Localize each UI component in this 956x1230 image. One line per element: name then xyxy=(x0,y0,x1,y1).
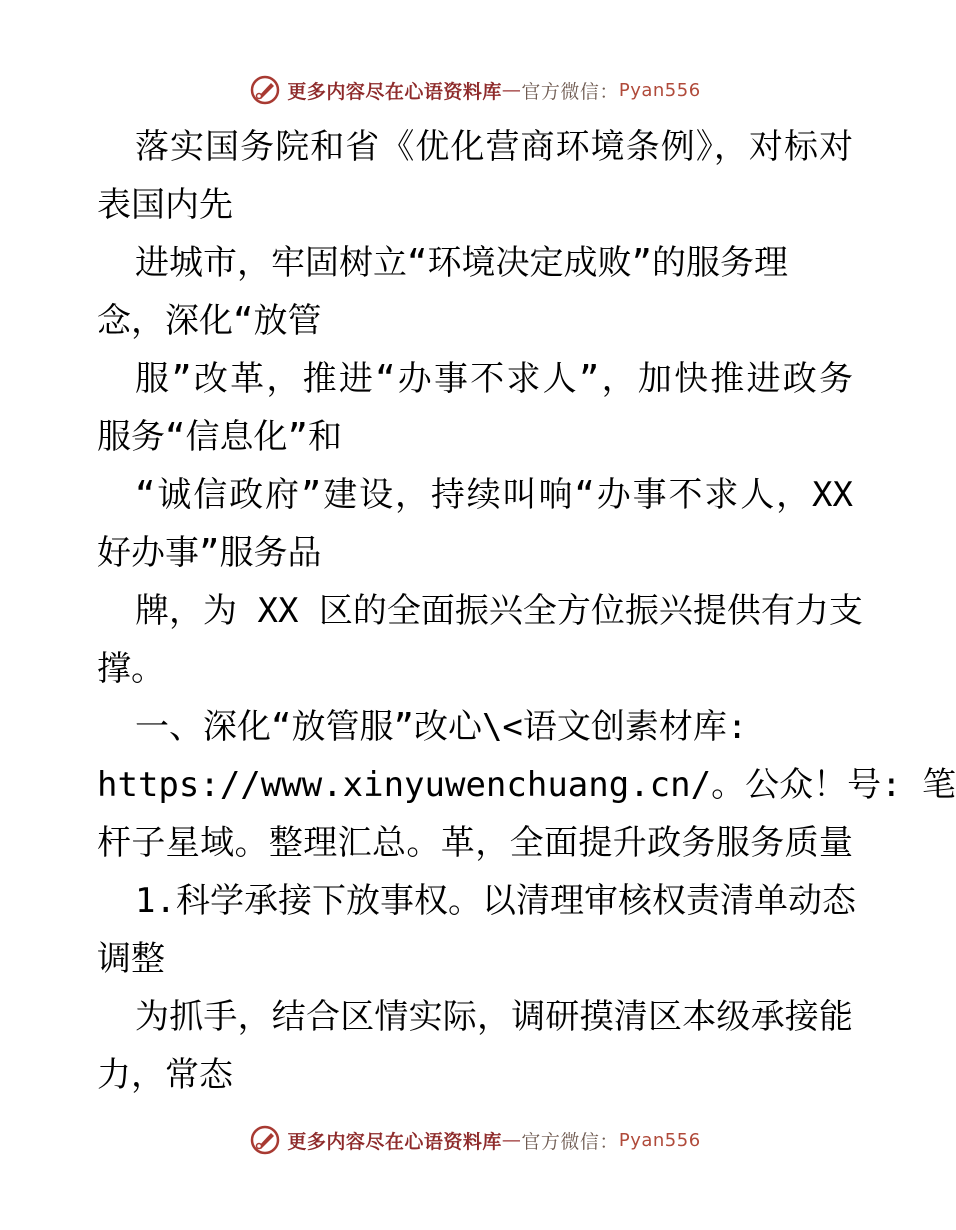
body-line: “诚信政府”建设，持续叫响“办事不求人，XX xyxy=(135,475,853,515)
footer-dash: — xyxy=(501,1129,522,1151)
header-wechat-account: Pyan556 xyxy=(618,79,701,101)
header-dash: — xyxy=(501,79,522,101)
footer-wechat-account: Pyan556 xyxy=(618,1129,701,1151)
pen-nib-logo-icon xyxy=(249,74,281,106)
body-line: 力，常态 xyxy=(97,1055,233,1095)
body-line: 服”改革，推进“办事不求人”，加快推进政务 xyxy=(135,359,853,399)
body-line: 撑。 xyxy=(97,649,165,689)
body-line: 一、深化“放管服”改心\<语文创素材库: xyxy=(135,707,748,747)
body-line: 1.科学承接下放事权。以清理审核权责清单动态 xyxy=(135,881,856,921)
body-line: 杆子星域。整理汇总。革，全面提升政务服务质量 xyxy=(97,823,853,863)
body-line: 表国内先 xyxy=(97,185,233,225)
pen-nib-logo-icon xyxy=(249,1124,281,1156)
body-line: 进城市，牢固树立“环境决定成败”的服务理 xyxy=(135,243,788,283)
body-line: 调整 xyxy=(97,939,165,979)
body-line: 牌，为 XX 区的全面振兴全方位振兴提供有力支 xyxy=(135,591,863,631)
header-wechat-label: 官方微信： xyxy=(521,80,619,103)
body-line-url: https://www.xinyuwenchuang.cn/。公众！号: 笔 xyxy=(97,765,956,805)
body-line: 念，深化“放管 xyxy=(97,301,322,341)
footer-wechat-label: 官方微信： xyxy=(521,1130,619,1153)
body-line: 服务“信息化”和 xyxy=(97,417,342,457)
body-line: 落实国务院和省《优化营商环境条例》，对标对 xyxy=(135,127,853,167)
document-body xyxy=(97,118,956,1104)
footer-brand-text: 更多内容尽在心语资料库 xyxy=(287,1130,502,1153)
body-line: 为抓手，结合区情实际，调研摸清区本级承接能 xyxy=(135,997,853,1037)
header-banner xyxy=(0,70,950,110)
footer-banner xyxy=(0,1120,950,1160)
header-brand-text: 更多内容尽在心语资料库 xyxy=(287,80,502,103)
body-line: 好办事”服务品 xyxy=(97,533,322,573)
